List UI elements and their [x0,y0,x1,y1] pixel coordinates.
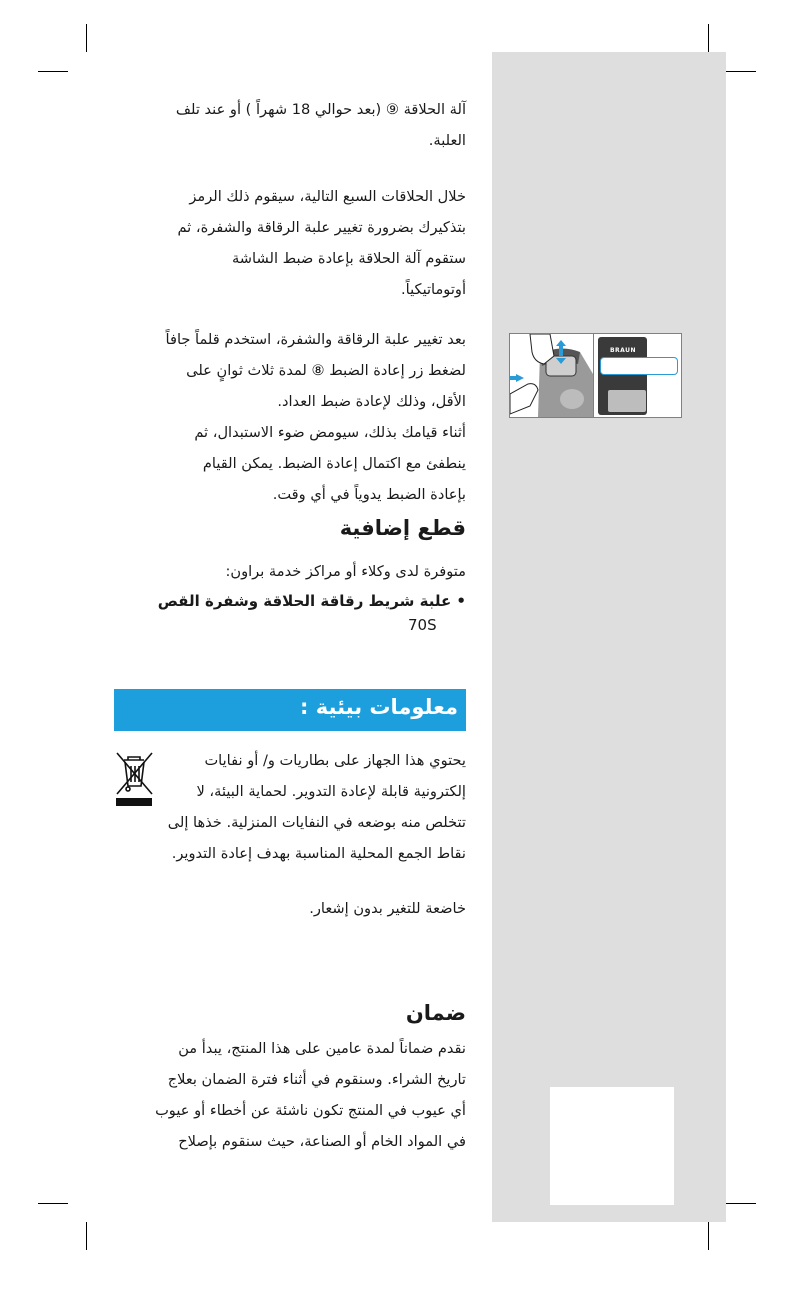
replacement-figure [509,333,682,418]
spare-parts-intro: متوفرة لدى وكلاء أو مراكز خدمة براون: [225,563,466,580]
crop-mark [86,24,87,52]
brand-logo: BRAUN [609,347,637,354]
spare-parts-bullet: • علبة شريط رقاقة الحلاقة وشفرة القص [157,592,466,610]
foil-cartridge-package [594,334,681,417]
page-number-box [550,1087,674,1205]
environment-heading-bar [114,689,466,731]
crop-mark [708,24,709,52]
environment-heading: معلومات بيئية : [300,695,458,719]
warranty-text: نقدم ضماناً لمدة عامين على هذا المنتج، يبدأ من تاريخ الشراء. وسنقوم في أثناء فترة الضمان بعلاج أي عيوب في المنتج تكون ناشئة عن أخطاء أو عيوب في المواد الخام أو الصناعة، حيث سنقوم بإصلاح [155,1040,466,1150]
paragraph-reminder: خلال الحلاقات السبع التالية، سيقوم ذلك الرمز بتذكيرك بضرورة تغيير علبة الرقاقة والشفرة، ثم ستقوم آلة الحلاقة بإعادة ضبط الشاشة أوتوماتيكياً. [177,188,466,298]
spare-parts-heading: قطع إضافية [339,516,466,540]
paragraph-reset-instructions: بعد تغيير علبة الرقاقة والشفرة، استخدم قلماً جافاً لضغط زر إعادة الضبط ⑧ لمدة ثلاث ثوانٍ على الأقل، وذلك لإعادة ضبط العداد. أثناء قيامك بذلك، سيومض ضوء الاستبدال، ثم ينطفئ مع اكتمال إعادة الضبط. يمكن القيام بإعادة الضبط يدوياً في أي وقت. [165,331,466,503]
package-body [598,337,647,415]
crop-mark [38,71,68,72]
environment-text: يحتوي هذا الجهاز على بطاريات و/ أو نفايات إلكترونية قابلة لإعادة التدوير. لحماية البيئة، لا تتخلص منه بوضعه في النفايات المنزلية. خذها إلى نقاط الجمع المحلية المناسبة بهدف إعادة التدوير. [167,752,466,862]
crop-mark [86,1222,87,1250]
crop-mark [726,71,756,72]
notice-text: خاضعة للتغير بدون إشعار. [309,900,466,917]
paragraph-reset-intro: آلة الحلاقة ⑨ (بعد حوالي 18 شهراً ) أو عند تلف العلبة. [175,101,466,149]
crop-mark [726,1203,756,1204]
warranty-heading: ضمان [405,1001,466,1025]
shaver-reset-illustration [510,334,593,417]
sidebar-column [492,52,726,1222]
spare-parts-model: 70S [408,616,437,634]
foil-cartridge [608,390,646,412]
crop-mark [708,1222,709,1250]
crop-mark [38,1203,68,1204]
package-window [600,357,678,375]
